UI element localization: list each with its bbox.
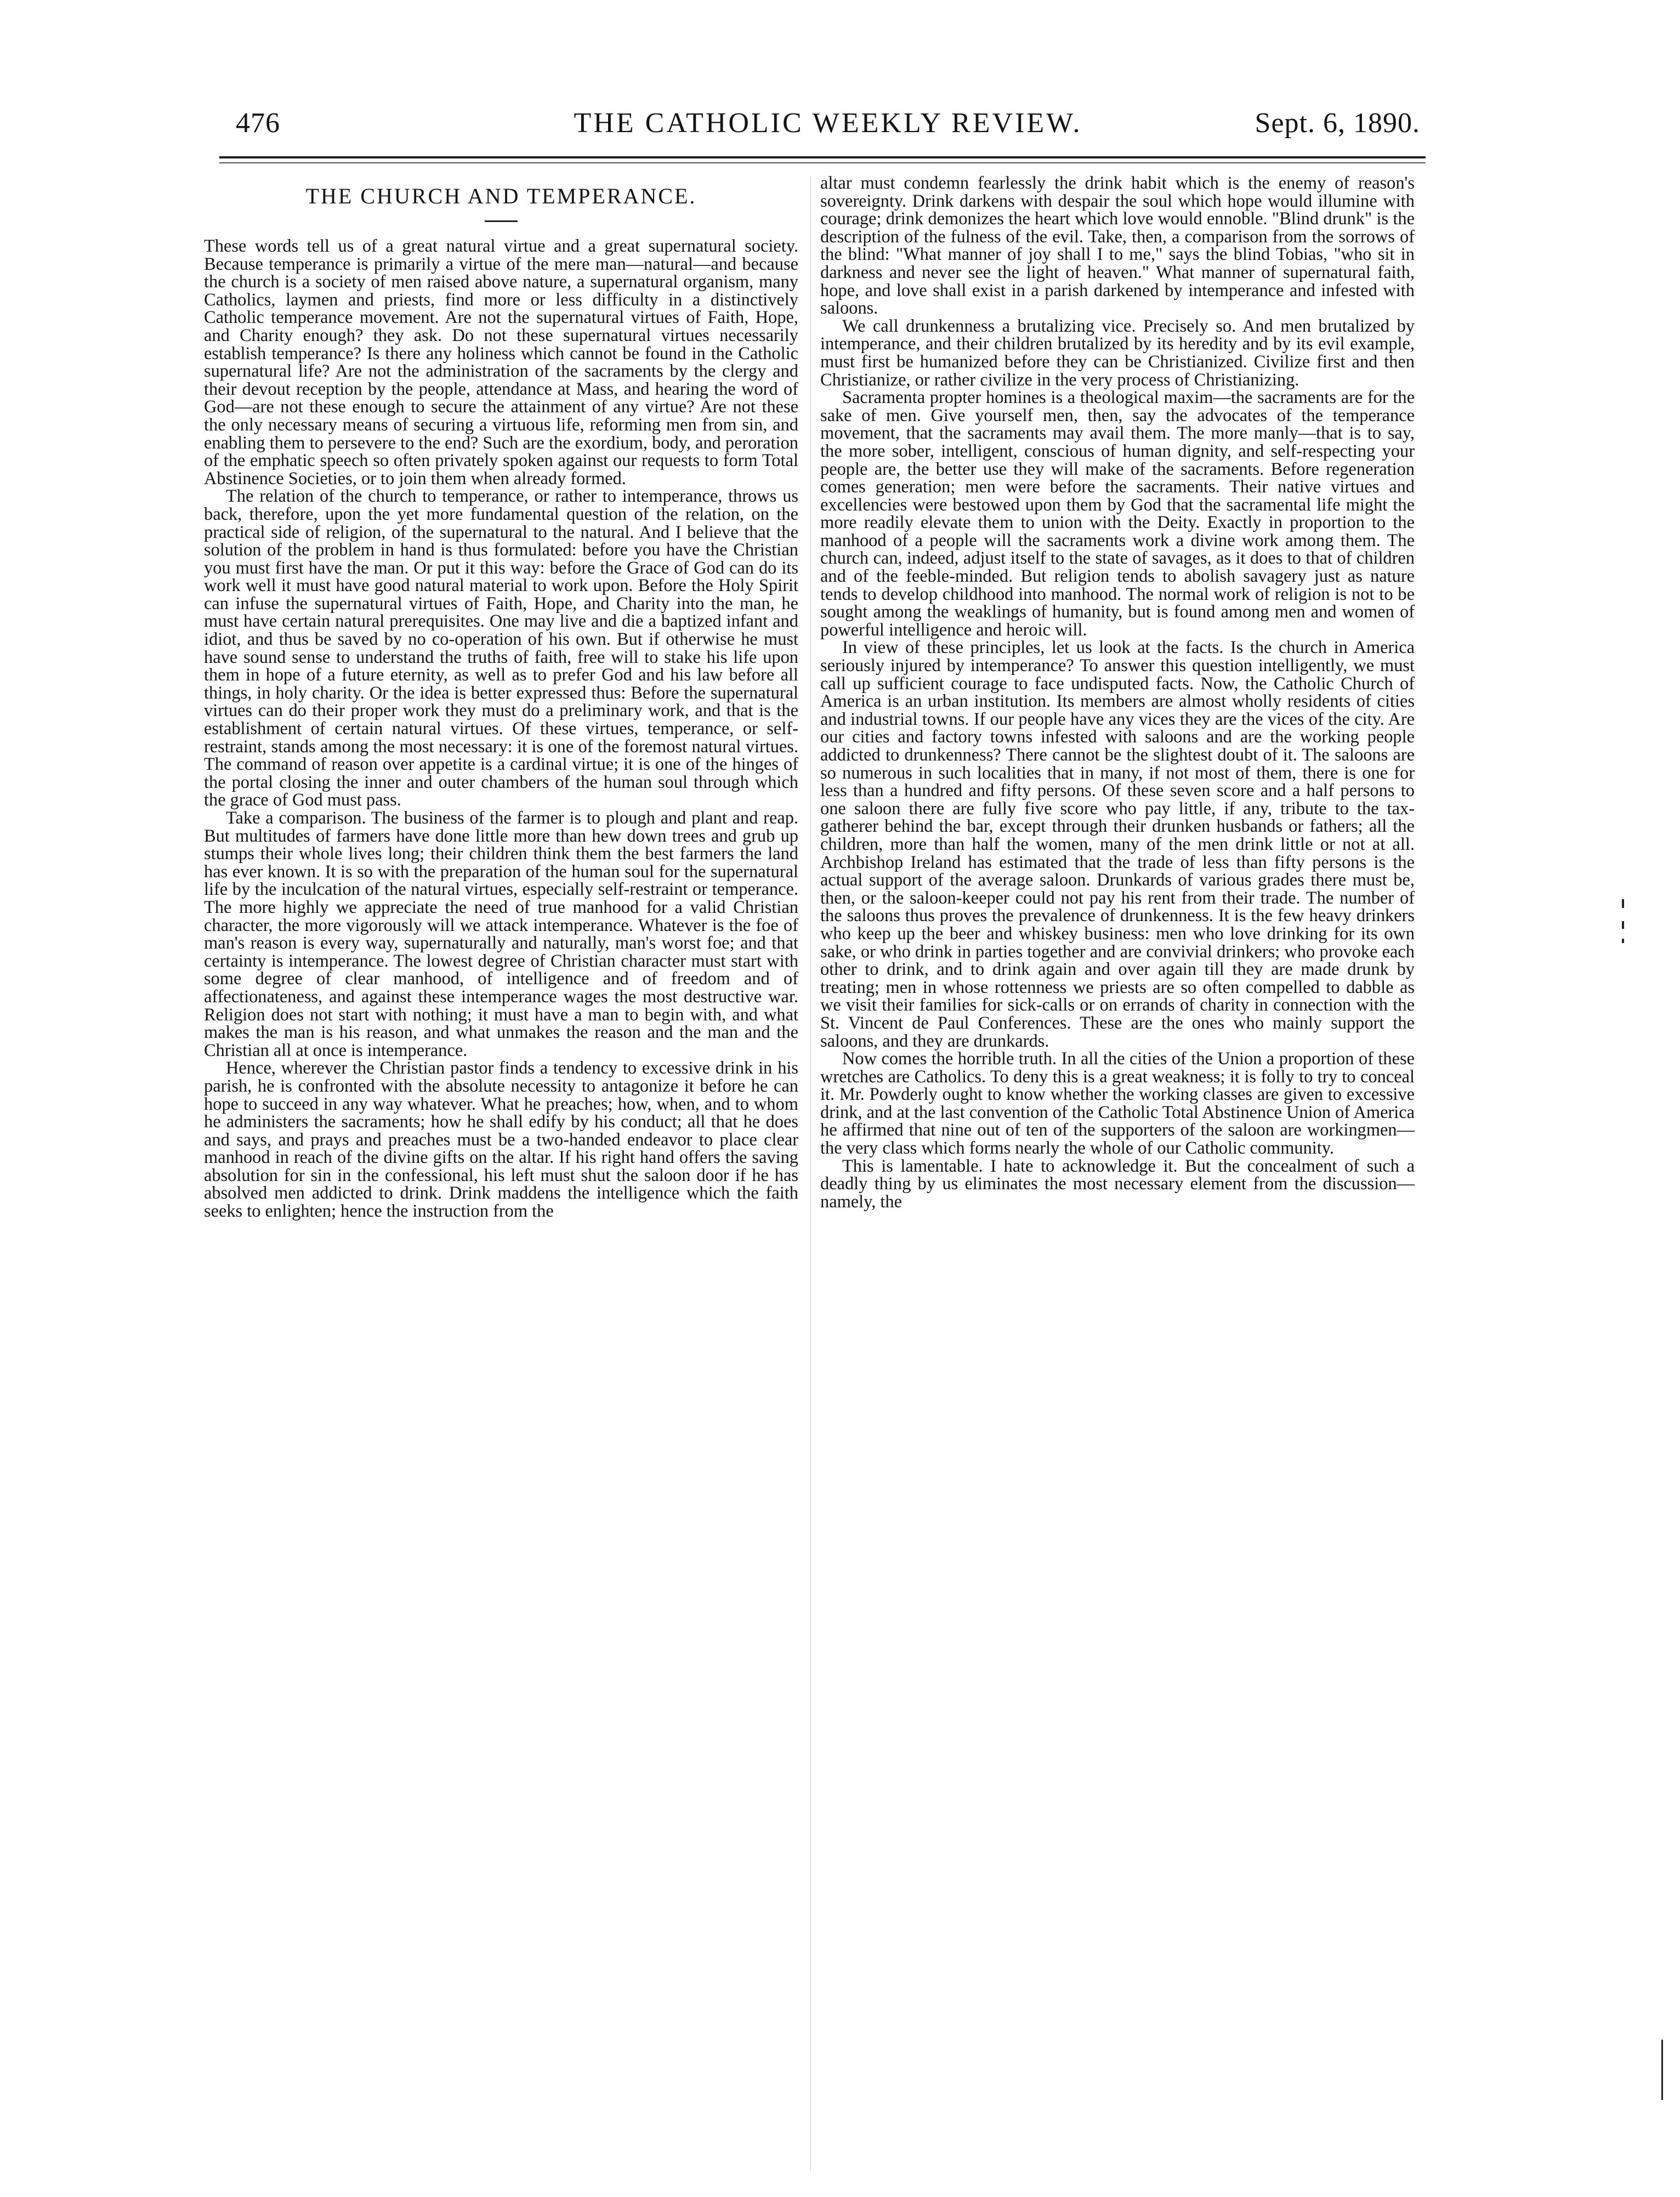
scan-speck	[1622, 939, 1624, 943]
right-column	[820, 174, 1415, 1211]
paragraph: This is lamentable. I hate to acknowledge it. But the concealment of such a deadly thing by us eliminates the most necessary element from the discussion—namely, the	[820, 1156, 1415, 1212]
page-number: 476	[236, 107, 280, 139]
left-column	[204, 174, 798, 1220]
article-title: THE CHURCH AND TEMPERANCE.	[305, 184, 697, 208]
header-rule-thin	[219, 162, 1426, 163]
paragraph: In view of these principles, let us look at the facts. Is the church in America seriously injured by intemperance? To answer this question intelligently, we must call up sufficient courage to face undisputed facts. Now, the Catholic Church of America is an urban institution. Its members are almost wholly residents of cities and industrial towns. If our people have any vices they are the vices of the city. Are our cities and factory towns infested with saloons and are the working people addicted to drunkenness? There cannot be the slightest doubt of it. The saloons are so numerous in such localities that in many, if not most of them, there is one for less than a hundred and fifty persons. Of these seven score and a half persons to one saloon there are fully five score who pay little, if any, tribute to the tax-gatherer behind the bar, except through their drunken husbands or fathers; all the children, more than half the women, many of the men drink little or not at all. Archbishop Ireland has estimated that the trade of less than fifty persons is the actual support of the average saloon. Drunkards of various grades there must be, then, or the saloon-keeper could not pay his rent from their trade. The number of the saloons thus proves the prevalence of drunkenness. It is the few heavy drinkers who keep up the beer and whiskey business: men who love drinking for its own sake, or who drink in parties together and are convivial drinkers; who provoke each other to drink, and to drink again and over again till they are made drunk by treating; men in whose rottenness we priests are so often compelled to dabble as we visit their families for sick-calls or on errands of charity in connection with the St. Vincent de Paul Conferences. These are the ones who mainly support the saloons, and they are drunkards.	[820, 638, 1415, 1051]
running-head	[236, 107, 1420, 151]
scan-speck	[1622, 899, 1624, 908]
paragraph: Sacramenta propter homines is a theological maxim—the sacraments are for the sake of men. Give yourself men, then, say the advocates of the temperance movement, that the sacraments may avail them. The more manly—that is to say, the more sober, intelligent, conscious of human dignity, and self-respecting your people are, the better use they will make of the sacraments. Before regeneration comes generation; men were before the sacraments. Their native virtues and excellencies were bestowed upon them by God that the sacramental life might the more readily elevate them to union with the Deity. Exactly in proportion to the manhood of a people will the sacraments work a divine work among them. The church can, indeed, adjust itself to the state of savages, as it does to that of children and of the feeble-minded. But religion tends to abolish savagery just as nature tends to develop childhood into manhood. The normal work of religion is not to be sought among the weaklings of humanity, but is found among men and women of powerful intelligence and heroic will.	[820, 388, 1415, 640]
scan-edge-mark	[1661, 2040, 1663, 2100]
paragraph: altar must condemn fearlessly the drink habit which is the enemy of reason's sovereignty. Drink darkens with despair the soul which hope would illumine with courage; drink demonizes the heart which love would ennoble. "Blind drunk" is the description of the fulness of the evil. Take, then, a comparison from the sorrows of the blind: "What manner of joy shall I to me," says the blind Tobias, "who sit in darkness and never see the light of heaven." What manner of supernatural faith, hope, and love shall exist in a parish darkened by intemperance and infested with saloons.	[820, 173, 1415, 319]
publication-title: THE CATHOLIC WEEKLY REVIEW.	[574, 107, 1082, 139]
paragraph: These words tell us of a great natural virtue and a great supernatural society. Because temperance is primarily a virtue of the mere man—natural—and because the church is a society of men raised above nature, a supernatural organism, many Catholics, laymen and priests, find more or less difficulty in a distinctively Catholic temperance movement. Are not the supernatural virtues of Faith, Hope, and Charity enough? they ask. Do not these supernatural virtues necessarily establish temperance? Is there any holiness which cannot be found in the Catholic supernatural life? Are not the administration of the sacraments by the clergy and their devout reception by the people, attendance at Mass, and hearing the word of God—are not these enough to secure the attainment of any virtue? Are not these the only necessary means of securing a virtuous life, reforming men from sin, and enabling them to persevere to the end? Such are the exordium, body, and peroration of the emphatic speech so often privately spoken against our requests to form Total Abstinence Societies, or to join them when already formed.	[204, 236, 798, 489]
paragraph: Hence, wherever the Christian pastor finds a tendency to excessive drink in his parish, he is confronted with the absolute necessity to antagonize it before he can hope to succeed in any way whatever. What he preaches; how, when, and to whom he administers the sacraments; how he shall edify by his conduct; all that he does and says, and prays and preaches must be a two-handed endeavor to place clear manhood in reach of the divine gifts on the altar. If his right hand offers the saving absolution for sin in the confessional, his left must shut the saloon door if he has absolved men addicted to drink. Drink maddens the intelligence which the faith seeks to enlighten; hence the instruction from the	[204, 1058, 798, 1222]
header-rule	[219, 156, 1426, 158]
paragraph: The relation of the church to temperance, or rather to intemperance, throws us back, therefore, upon the yet more fundamental question of the relation, on the practical side of religion, of the supernatural to the natural. And I believe that the solution of the problem in hand is thus formulated: before you have the Christian you must first have the man. Or put it this way: before the Grace of God can do its work well it must have good natural material to work upon. Before the Holy Spirit can infuse the supernatural virtues of Faith, Hope, and Charity into the man, he must have certain natural prerequisites. One may live and die a baptized infant and idiot, and thus be saved by no co-operation of his own. But if otherwise he must have sound sense to understand the truths of faith, free will to stake his life upon them in hope of a future eternity, as well as to prefer God and his law before all things, in holy charity. Or the idea is better expressed thus: Before the supernatural virtues can do their proper work they must do a preliminary work, and that is the establishment of certain natural virtues. Of these virtues, temperance, or self-restraint, stands among the most necessary: it is one of the foremost natural virtues. The command of reason over appetite is a cardinal virtue; it is one of the hinges of the portal closing the inner and outer chambers of the human soul through which the grace of God must pass.	[204, 486, 798, 810]
paragraph: Now comes the horrible truth. In all the cities of the Union a proportion of these wretches are Catholics. To deny this is a great weakness; it is folly to try to conceal it. Mr. Powderly ought to know whether the working classes are given to excessive drink, and at the last convention of the Catholic Total Abstinence Union of America he affirmed that nine out of ten of the supporters of the saloon are workingmen—the very class which forms nearly the whole of our Catholic community.	[820, 1049, 1415, 1159]
scan-speck	[1622, 921, 1624, 929]
paragraph: Take a comparison. The business of the farmer is to plough and plant and reap. But multitudes of farmers have done little more than hew down trees and grub up stumps their whole lives long; their children think them the best farmers the land has ever known. It is so with the preparation of the human soul for the supernatural life by the inculcation of the natural virtues, especially self-restraint or temperance. The more highly we appreciate the need of true manhood for a valid Christian character, the more vigorously will we attack intemperance. Whatever is the foe of man's reason is every way, supernaturally and naturally, man's worst foe; and that certainty is intemperance. The lowest degree of Christian character must start with some degree of clear manhood, of intelligence and of freedom and of affectionateness, and against these intemperance wages the most destructive war. Religion does not start with nothing; it must have a man to begin with, and what makes the man is his reason, and what unmakes the reason and the man and the Christian all at once is intemperance.	[204, 808, 798, 1060]
paragraph: We call drunkenness a brutalizing vice. Precisely so. And men brutalized by intemperance, and their children brutalized by its heredity and by its evil example, must first be humanized before they can be Christianized. Civilize first and then Christianize, or rather civilize in the very process of Christianizing.	[820, 316, 1415, 390]
title-dash	[485, 220, 518, 222]
issue-date: Sept. 6, 1890.	[1255, 107, 1420, 139]
column-divider	[810, 175, 811, 2171]
